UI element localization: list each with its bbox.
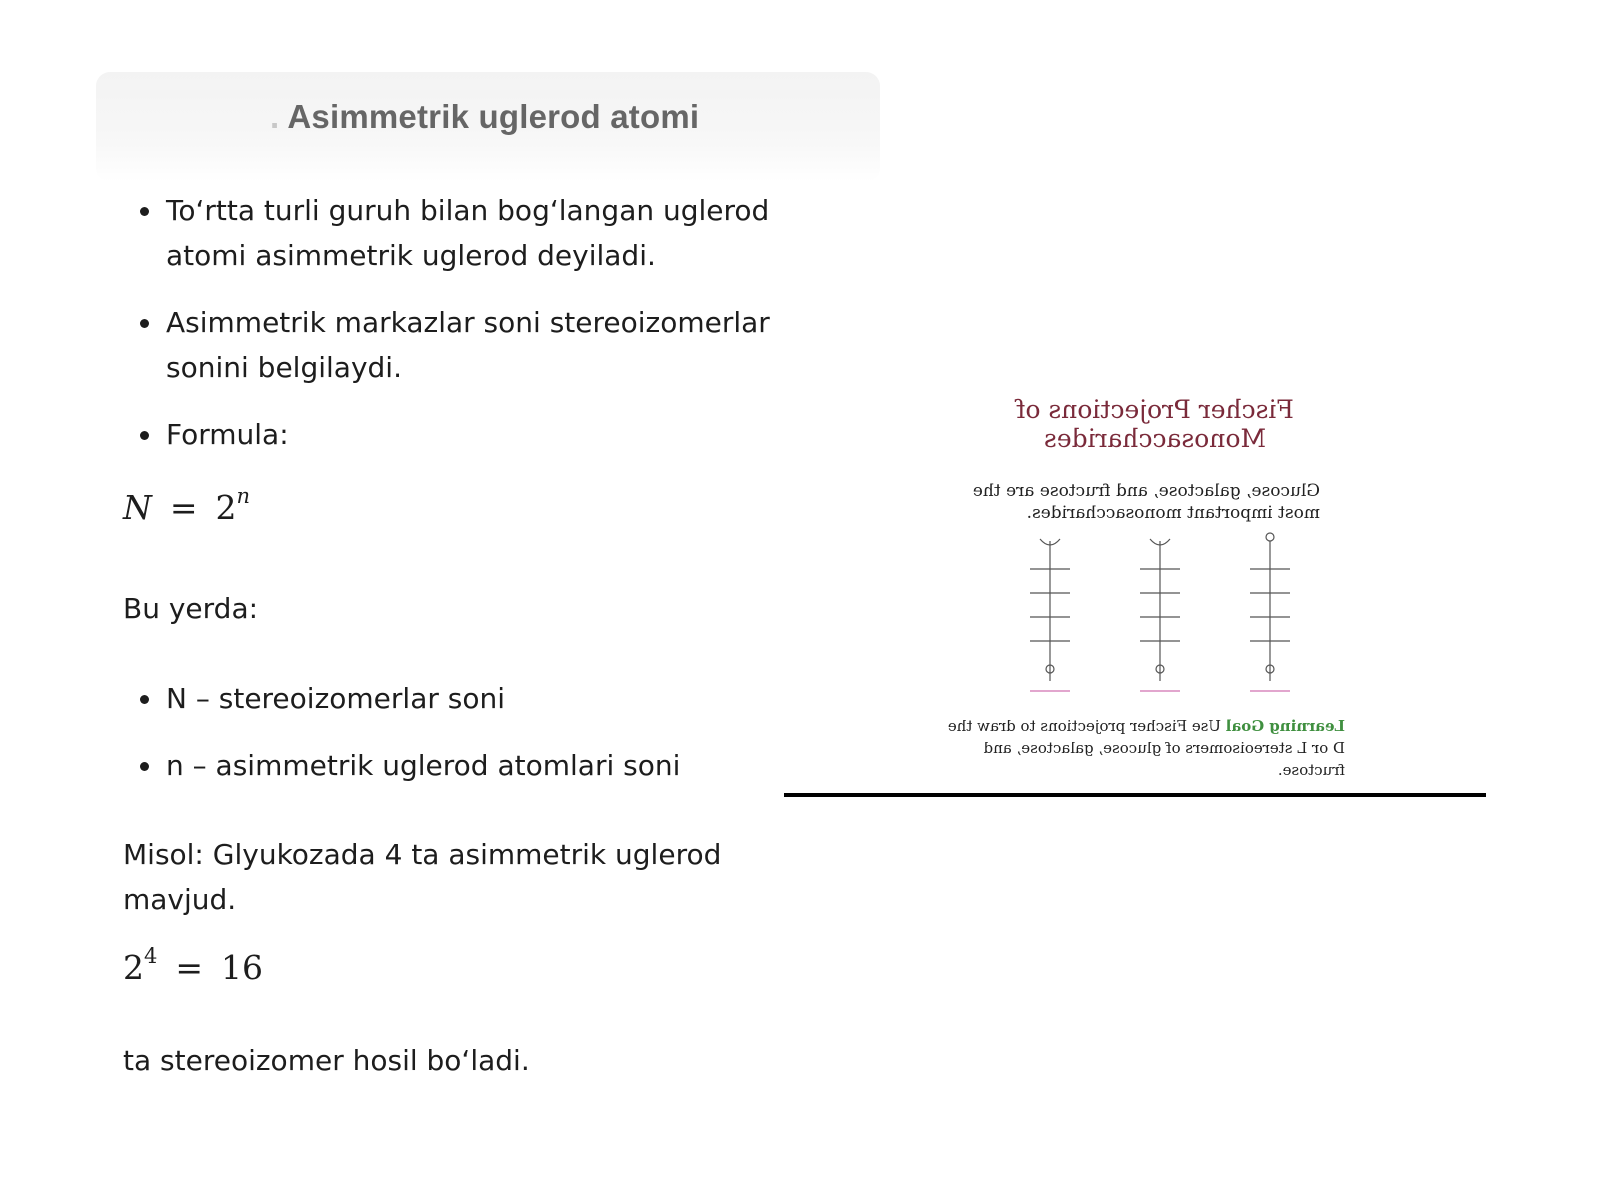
example-formula: [123, 944, 264, 987]
bullet-item: Formula:: [136, 412, 816, 457]
slide-title-text: Asimmetrik uglerod atomi: [287, 98, 700, 135]
figure-description: Glucose, galactose, and fructose are the most important monosaccharides.: [972, 481, 1320, 523]
formula-eq: =: [169, 488, 198, 527]
where-label: Bu yerda:: [123, 592, 259, 625]
mirrored-figure: [920, 395, 1390, 779]
bullet-item: To‘rtta turli guruh bilan bog‘langan uglerod atomi asimmetrik uglerod deyiladi.: [136, 188, 786, 278]
example-text: Misol: Glyukozada 4 ta asimmetrik uglerod mavjud.: [123, 838, 722, 916]
fischer-figure: [920, 395, 1390, 779]
conclusion-text: ta stereoizomer hosil bo‘ladi.: [123, 1044, 530, 1077]
definition-list: [136, 676, 816, 810]
formula-base: 2: [215, 488, 237, 527]
title-dot: .: [270, 98, 280, 135]
fischer-structure: [1030, 539, 1070, 691]
slide-title: [270, 98, 699, 136]
fischer-structure: [1140, 539, 1180, 691]
formula-exponent: n: [236, 484, 251, 508]
formula-lhs: N: [123, 488, 152, 527]
figure-learning-goal: [935, 715, 1345, 781]
bullet-list: [136, 188, 816, 479]
example-rhs: 16: [221, 948, 264, 987]
fischer-projections-diagram: [990, 531, 1320, 706]
definition-item: n – asimmetrik uglerod atomlari soni: [136, 743, 816, 788]
figure-title: Fischer Projections of Monosaccharides: [1016, 395, 1294, 453]
definition-item: N – stereoizomerlar soni: [136, 676, 816, 721]
example-base: 2: [123, 948, 144, 987]
bullet-item: Asimmetrik markazlar soni stereoizomerlar sonini belgilaydi.: [136, 300, 816, 390]
learning-goal-text: Use Fischer projections to draw the D or L stereoisomers of glucose, galactose, and fructose.: [947, 717, 1345, 779]
formula: [123, 484, 251, 527]
example-exponent: 4: [144, 944, 158, 968]
learning-goal-label: Learning Goal: [1225, 717, 1345, 735]
horizontal-rule: [784, 793, 1486, 797]
example-eq: =: [175, 948, 204, 987]
fischer-structure: [1250, 533, 1290, 691]
